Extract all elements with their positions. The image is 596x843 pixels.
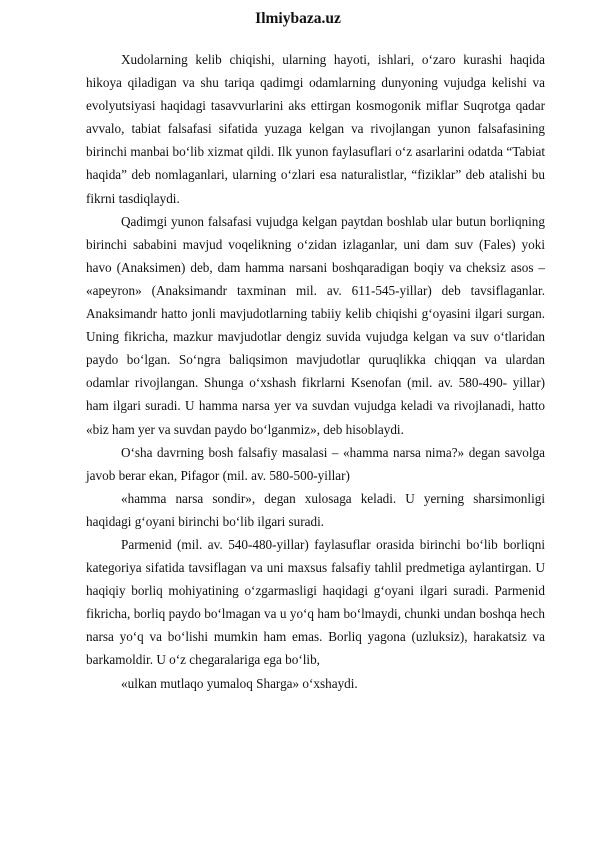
page-header-site-name: Ilmiybaza.uz bbox=[255, 10, 341, 27]
document-body bbox=[86, 48, 545, 695]
paragraph-pythagoras-question: O‘sha davrning bosh falsafiy masalasi – «hamma narsa nima?» degan savolga javob berar ekan, Pifagor (mil. av. 580-500-yillar) bbox=[86, 444, 545, 483]
paragraph-parmenides: Parmenid (mil. av. 540-480-yillar) faylasuflar orasida birinchi bo‘lib borliqni kategoriya sifatida tavsiflagan va uni maxsus falsafiy tahlil predmetiga aylantirgan. U haqiqiy borliq mohiyatining o‘zgarmasligi haqidagi g‘oyani ilgari suradi. Parmenid fikricha, borliq paydo bo‘lmagan va u yo‘q ham bo‘lmaydi, chunki undan boshqa hech narsa yo‘q va bo‘lishi mumkin ham emas. Borliq yagona (uzluksiz), harakatsiz va barkamoldir. U o‘z chegaralariga ega bo‘lib, bbox=[86, 536, 545, 668]
paragraph-parmenides-sphere: «ulkan mutlaqo yumaloq Sharga» o‘xshaydi. bbox=[121, 675, 358, 691]
paragraph-cosmogonic-myths: Xudolarning kelib chiqishi, ularning hayoti, ishlari, o‘zaro kurashi haqida hikoya qiladigan va shu tariqa qadimgi odamlarning dunyoning vujudga kelishi va evolyutsiyasi haqidagi tasavvurlarini aks ettirgan kosmogonik miflar Suqrotga qadar avvalo, tabiat falsafasi sifatida yuzaga kelgan va rivojlangan yunon falsafasining birinchi manbai bo‘lib xizmat qildi. Ilk yunon faylasuflari o‘z asarlarini odatda “Tabiat haqida” deb nomlaganlari, ularning o‘zlari esa naturalistlar, “fiziklar” deb atalishi bu fikrni tasdiqlaydi. bbox=[86, 52, 545, 206]
paragraph-pythagoras-conclusion: «hamma narsa sondir», degan xulosaga keladi. U yerning sharsimonligi haqidagi g‘oyani birinchi bo‘lib ilgari suradi. bbox=[86, 490, 545, 529]
paragraph-ancient-greek-philosophy: Qadimgi yunon falsafasi vujudga kelgan paytdan boshlab ular butun borliqning birinchi sababini mavjud voqelikning o‘zidan izlaganlar, uni dam suv (Fales) yoki havo (Anaksimen) deb, dam hamma narsani boshqaradigan boqiy va cheksiz asos – «apeyron» (Anaksimandr taxminan mil. av. 611-545-yillar) deb tavsiflaganlar. Anaksimandr hatto jonli mavjudotlarning tabiiy kelib chiqishi g‘oyasini ilgari surgan. Uning fikricha, mazkur mavjudotlar dengiz suvida vujudga kelgan va suv o‘tlaridan paydo bo‘lgan. So‘ngra baliqsimon mavjudotlar quruqlikka chiqqan va ulardan odamlar rivojlangan. Shunga o‘xshash fikrlarni Ksenofan (mil. av. 580-490- yillar) ham ilgari suradi. U hamma narsa yer va suvdan vujudga keladi va rivojlanadi, hatto «biz ham yer va suvdan paydo bo‘lganmiz», deb hisoblaydi. bbox=[86, 213, 545, 437]
